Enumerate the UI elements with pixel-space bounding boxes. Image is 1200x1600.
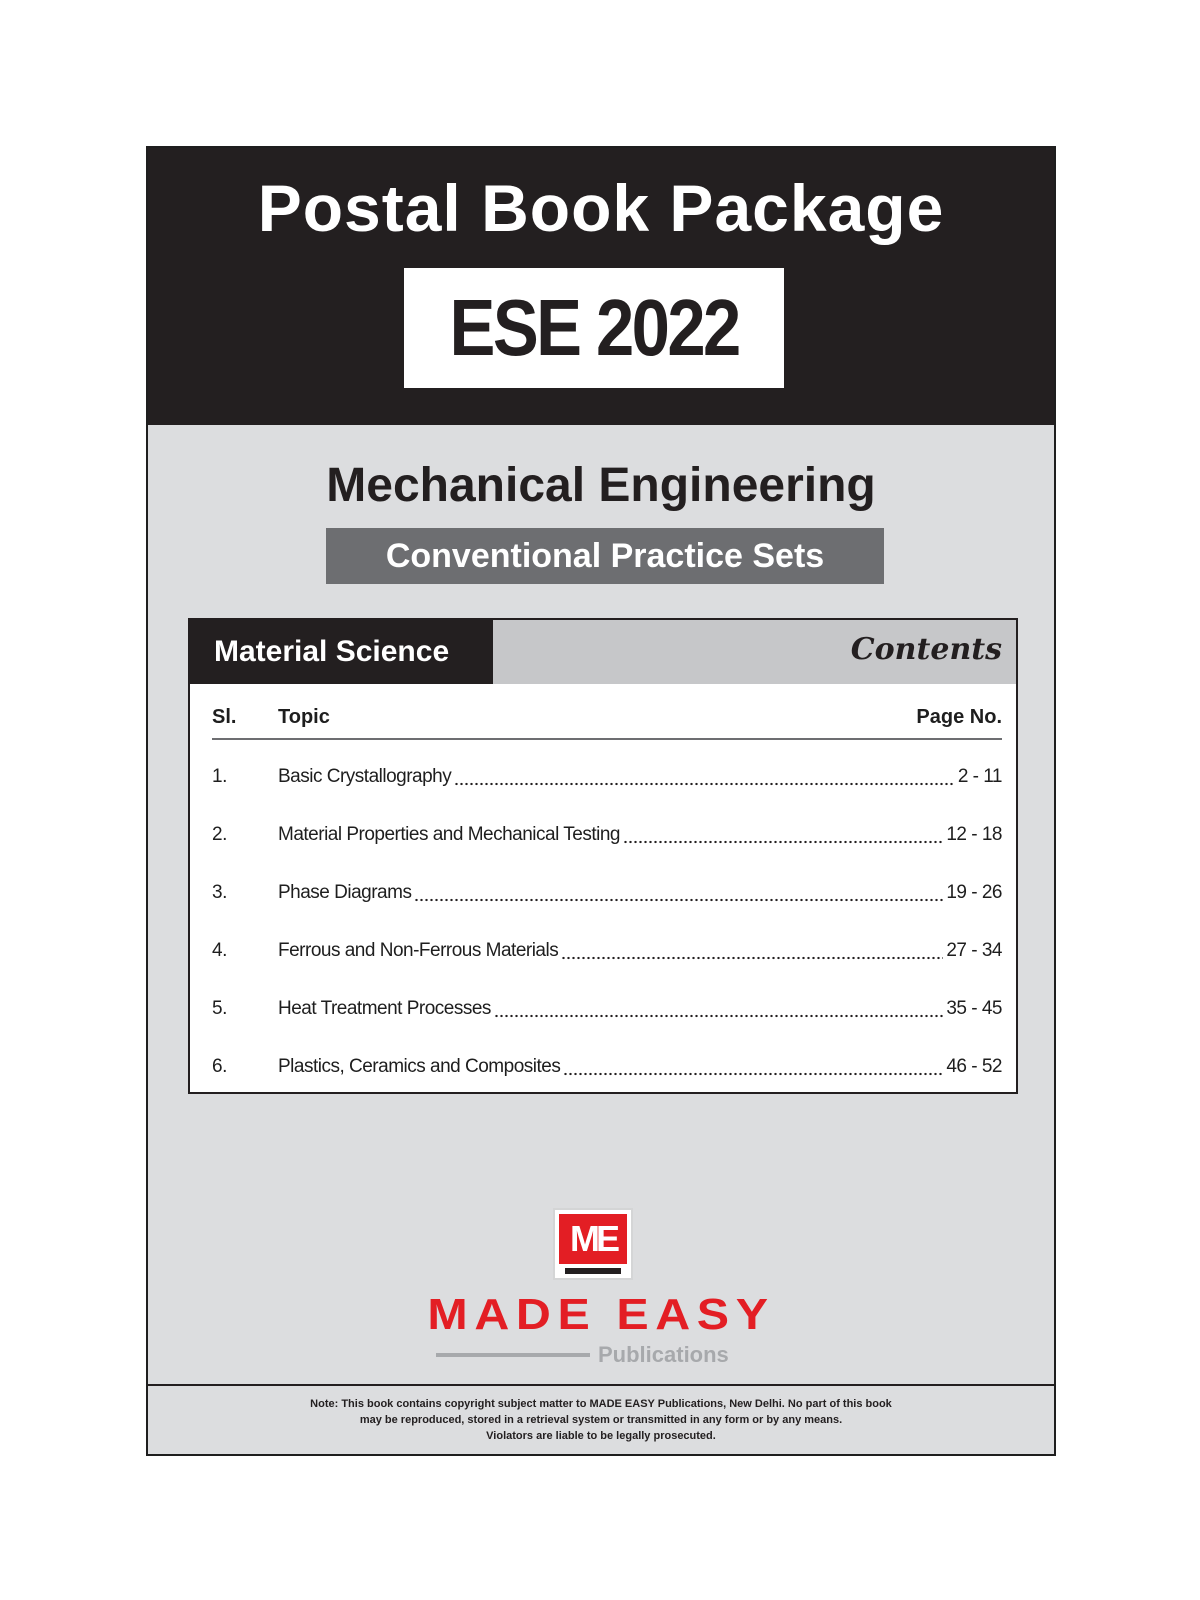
section-title: Material Science: [190, 620, 493, 684]
contents-label: Contents: [850, 632, 1002, 667]
copyright-line: Note: This book contains copyright subject matter to MADE EASY Publications, New Delhi. No part of this book: [310, 1398, 892, 1410]
toc-item-pages: 46 - 52: [946, 1056, 1002, 1077]
toc-item-number: 2.: [212, 824, 227, 845]
toc-item-topic: Phase Diagrams: [278, 882, 412, 903]
publisher-name: MADE EASY: [427, 1290, 775, 1339]
toc-item: [212, 864, 1002, 922]
column-header-topic: Topic: [278, 706, 330, 728]
logo-mark: ME: [559, 1214, 627, 1264]
subject-title: Mechanical Engineering: [326, 459, 876, 512]
toc-item: [212, 922, 1002, 980]
toc-item: [212, 806, 1002, 864]
toc-item-topic: Heat Treatment Processes: [278, 998, 491, 1019]
publisher-logo-icon: [553, 1208, 633, 1280]
toc-item-pages: 12 - 18: [946, 824, 1002, 845]
copyright-line: may be reproduced, stored in a retrieval system or transmitted in any form or by any means.: [359, 1414, 843, 1426]
contents-header: [190, 620, 1016, 684]
dot-leader: [454, 772, 955, 786]
logo-underbar: [565, 1268, 621, 1274]
toc-item-pages: 35 - 45: [946, 998, 1002, 1019]
dot-leader: [494, 1004, 943, 1018]
toc-item-topic: Plastics, Ceramics and Composites: [278, 1056, 561, 1077]
copyright-line: Violators are liable to be legally prosecuted.: [486, 1430, 716, 1442]
toc-item-number: 6.: [212, 1056, 227, 1077]
column-header-page: Page No.: [916, 706, 1002, 728]
exam-box: [404, 268, 784, 388]
toc-item-topic: Ferrous and Non-Ferrous Materials: [278, 940, 559, 961]
toc-item: [212, 1038, 1002, 1096]
publisher-rule: [436, 1353, 590, 1357]
series-title: Conventional Practice Sets: [326, 528, 884, 584]
book-cover: [146, 146, 1056, 1456]
toc-item-number: 4.: [212, 940, 227, 961]
column-headers: [212, 704, 1002, 740]
dot-leader: [623, 830, 943, 844]
toc-item-pages: 27 - 34: [946, 940, 1002, 961]
dot-leader: [561, 946, 943, 960]
dot-leader: [563, 1062, 943, 1076]
publisher-subtitle: Publications: [598, 1342, 729, 1367]
dot-leader: [414, 888, 943, 902]
contents-panel: [188, 618, 1018, 1094]
exam-title: ESE 2022: [449, 283, 739, 372]
toc-item-pages: 19 - 26: [946, 882, 1002, 903]
column-header-sl: Sl.: [212, 706, 237, 728]
toc-item-number: 5.: [212, 998, 227, 1019]
toc-item-topic: Basic Crystallography: [278, 766, 452, 787]
toc-item-number: 1.: [212, 766, 227, 787]
toc-item-number: 3.: [212, 882, 227, 903]
toc-item-topic: Material Properties and Mechanical Testing: [278, 824, 620, 845]
header-band: [148, 148, 1054, 425]
toc-item: [212, 748, 1002, 806]
toc-item: [212, 980, 1002, 1038]
toc-item-pages: 2 - 11: [957, 766, 1002, 787]
toc-list: [212, 748, 1002, 1096]
copyright-note: [148, 1384, 1054, 1454]
package-title: Postal Book Package: [257, 171, 945, 245]
